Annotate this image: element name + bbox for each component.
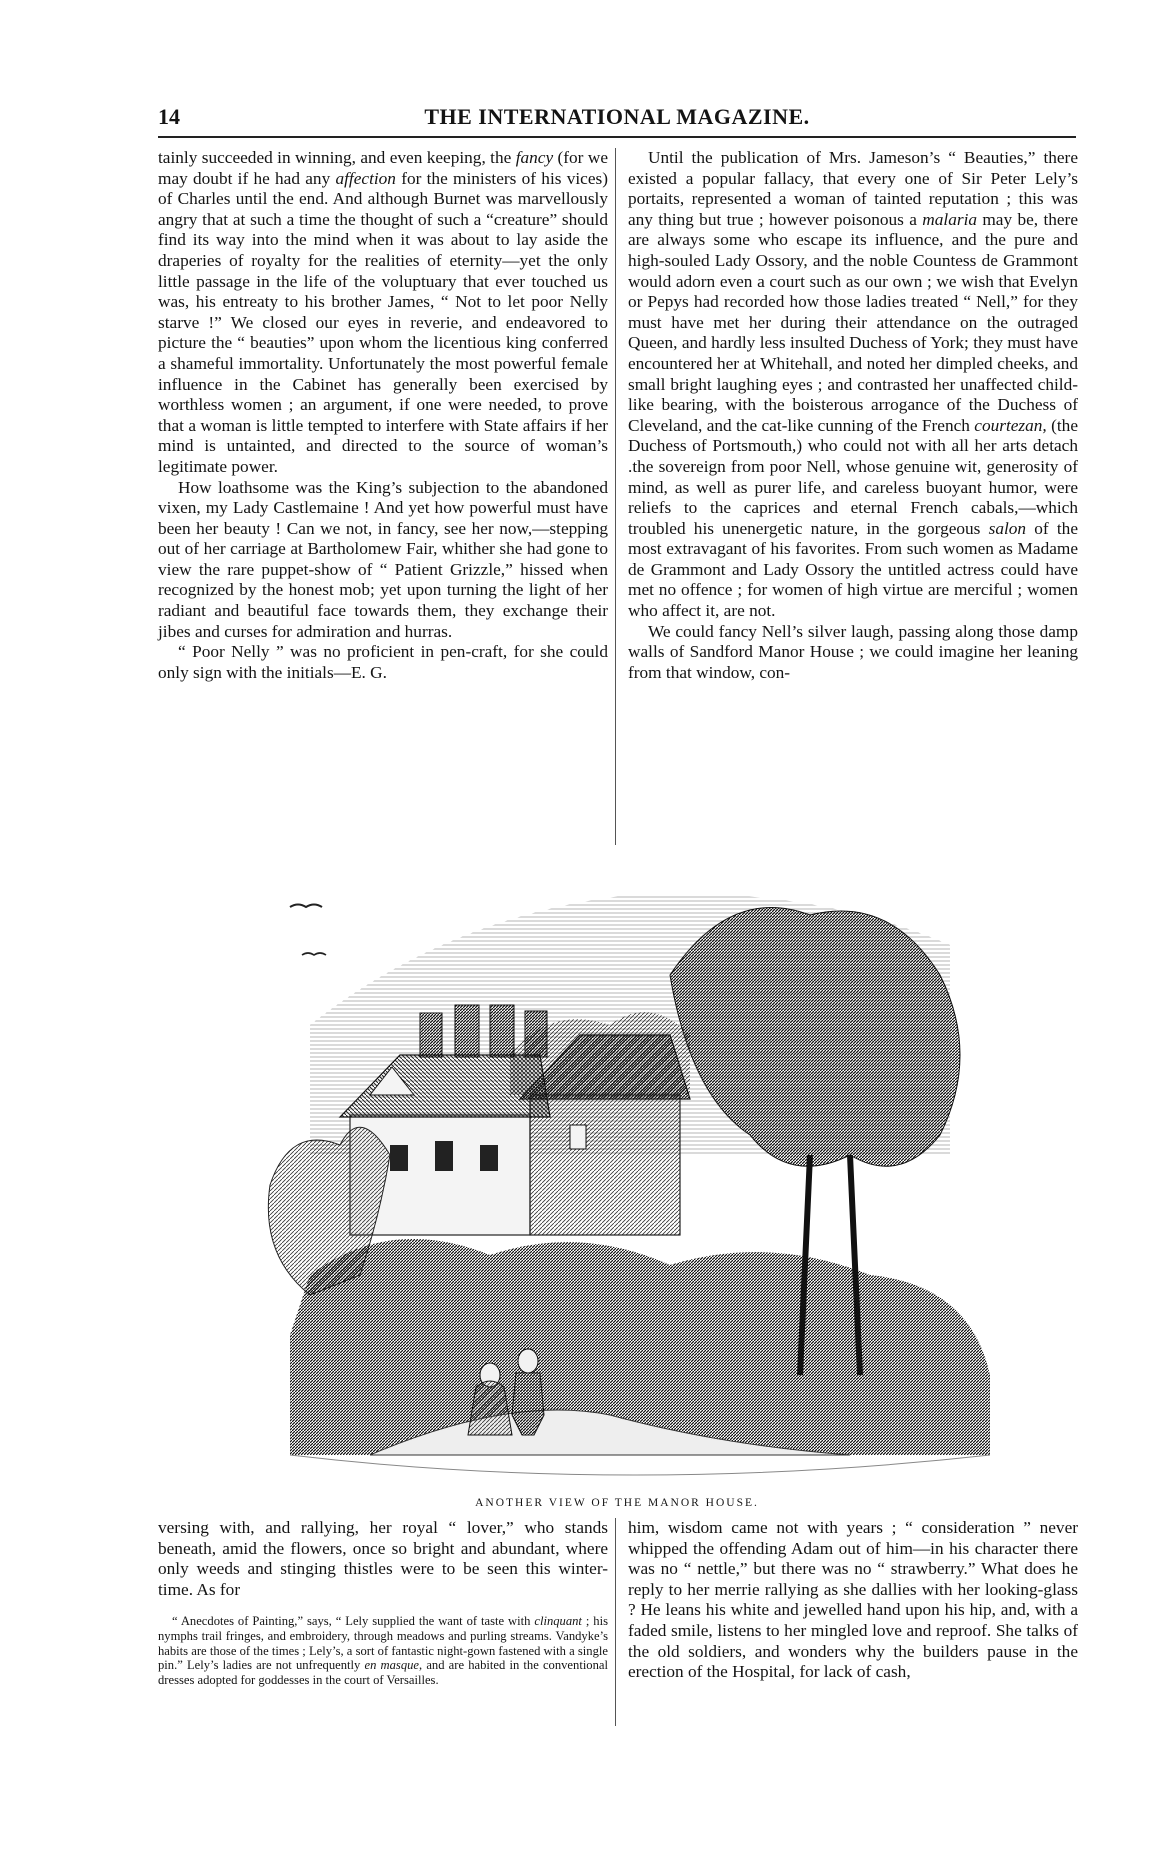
lower-left-column: [158, 1518, 608, 1687]
window: [390, 1145, 408, 1171]
figure-king: [518, 1349, 538, 1373]
footnote: “ Anecdotes of Painting,” says, “ Lely supplied the want of taste with clinquant ; his nymphs trail fringes, and embroidery, through meadows and purling streams. Vandyke’s habits are those of the times ; Lely’s, a sort of fantastic night-gown fastened with a single pin.” Lely’s ladies are not unfrequently en masque, and are habited in the conventional dresses adopted for goddesses in the court of Versailles.: [158, 1614, 608, 1687]
page-number: 14: [158, 104, 180, 129]
paragraph: Until the publication of Mrs. Jameson’s “ Beauties,” there existed a popular fallacy, that every one of Sir Peter Lely’s portaits, represented a woman of tainted reputation ; this was any thing but true ; however poisonous a malaria may be, there are always some who escape its influence, and the pure and high-souled Lady Ossory, and the noble Countess de Grammont would adorn even a court such as our own ; we wish that Evelyn or Pepys had recorded how those ladies treated “ Nell,” for they must have met her during their attendance on the outraged Queen, and hardly less insulted Duchess of York; they must have encountered her at Whitehall, and noted her dimpled cheeks, and small bright laughing eyes ; and contrasted her unaffected child-like bearing, with the boisterous arrogance of the Duchess of Cleveland, and the cat-like cunning of the French courtezan, (the Duchess of Portsmouth,) who could not with all her arts detach .the sovereign from poor Nell, whose genuine wit, generosity of mind, as well as purer life, and careless buoyant humor, were reliefs to the caprices and eternal French cabals,—which troubled his unenergetic nature, in the gorgeous salon of the most extravagant of his favorites. From such women as Madame de Grammont and Lady Ossory the untitled actress could have met no offence ; for women of high virtue are merciful ; women who affect it, are not.: [628, 148, 1078, 621]
italic-text: en masque: [364, 1658, 420, 1673]
bird: [302, 953, 326, 955]
paragraph: him, wisdom came not with years ; “ consideration ” never whipped the offending Adam out of him—in his character there was no “ nettle,” but there was no “ strawberry.” What does he reply to her merrie rallying as she dallies with her looking-glass ? He leans his white and jewelled hand upon his hip, and, with a faded smile, listens to her mingled love and reproof. She talks of the old soldiers, and wonders why the builders pause in the erection of the Hospital, for lack of cash,: [628, 1518, 1078, 1682]
bird: [290, 905, 322, 908]
italic-text: salon: [988, 518, 1027, 538]
paragraph: How loathsome was the King’s subjection to the abandoned vixen, my Lady Castlemaine ! And yet how powerful must have been her beauty ! Can we not, in fancy, see her now,—stepping out of her carriage at Bartholomew Fair, whither she had gone to view the rare puppet-show of “ Patient Grizzle,” hissed when recognized by the honest mob; yet upon turning the light of her radiant and beautiful face towards them, they exchange their jibes and curses for admiration and hurras.: [158, 477, 608, 641]
italic-text: affection: [335, 168, 396, 188]
chimney: [420, 1013, 442, 1057]
upper-right-column: [628, 148, 1078, 683]
italic-text: clinquant: [534, 1614, 582, 1629]
lower-right-column: [628, 1518, 1078, 1683]
paragraph: We could fancy Nell’s silver laugh, passing along those damp walls of Sandford Manor House ; we could imagine her leaning from that window, con-: [628, 621, 1078, 682]
italic-text: courtezan,: [974, 415, 1047, 435]
house-wall-right: [530, 1095, 680, 1235]
figure-caption: ANOTHER VIEW OF THE MANOR HOUSE.: [475, 1497, 759, 1509]
upper-left-column: [158, 148, 608, 683]
manor-house-engraving: [250, 855, 1010, 1495]
window: [435, 1141, 453, 1171]
column-divider: [615, 148, 616, 845]
chimney: [490, 1005, 514, 1057]
chimney: [455, 1005, 479, 1057]
column-divider: [615, 1518, 616, 1726]
paragraph: versing with, and rallying, her royal “ lover,” who stands beneath, amid the flowers, once so bright and abundant, where only weeds and stinging thistles were to be seen this winter-time. As for: [158, 1518, 608, 1599]
page-header: [158, 104, 1076, 134]
window: [480, 1145, 498, 1171]
italic-text: malaria: [922, 209, 978, 229]
ground-line: [290, 1455, 990, 1475]
header-rule: [158, 136, 1076, 138]
italic-text: fancy: [515, 148, 554, 167]
paragraph: “ Poor Nelly ” was no proficient in pen-craft, for she could only sign with the initials—E. G.: [158, 642, 608, 682]
paragraph: tainly succeeded in winning, and even keeping, the fancy (for we may doubt if he had any affection for the ministers of his vices) of Charles until the end. And although Burnet was marvellously angry that at such a time the thought of such a “creature” should find its way into the mind when it was about to lay aside the draperies of royalty for the realities of eternity—yet the only little passage in the life of the voluptuary that ever touched us was, his entreaty to his brother James, “ Not to let poor Nelly starve !” We closed our eyes in reverie, and endeavored to picture the “ beauties” upon whom the licentious king conferred a shameful immortality. Unfortunately the most powerful female influence in the Cabinet has generally been exercised by worthless women ; an argument, if one were needed, to prove that a woman is little tempted to interfere with State affairs if her mind is untainted, and directed to the source of woman’s legitimate power.: [158, 148, 608, 476]
chimney: [525, 1011, 547, 1057]
window: [570, 1125, 586, 1149]
running-title: THE INTERNATIONAL MAGAZINE.: [424, 104, 810, 129]
figure-king-coat: [512, 1373, 544, 1435]
